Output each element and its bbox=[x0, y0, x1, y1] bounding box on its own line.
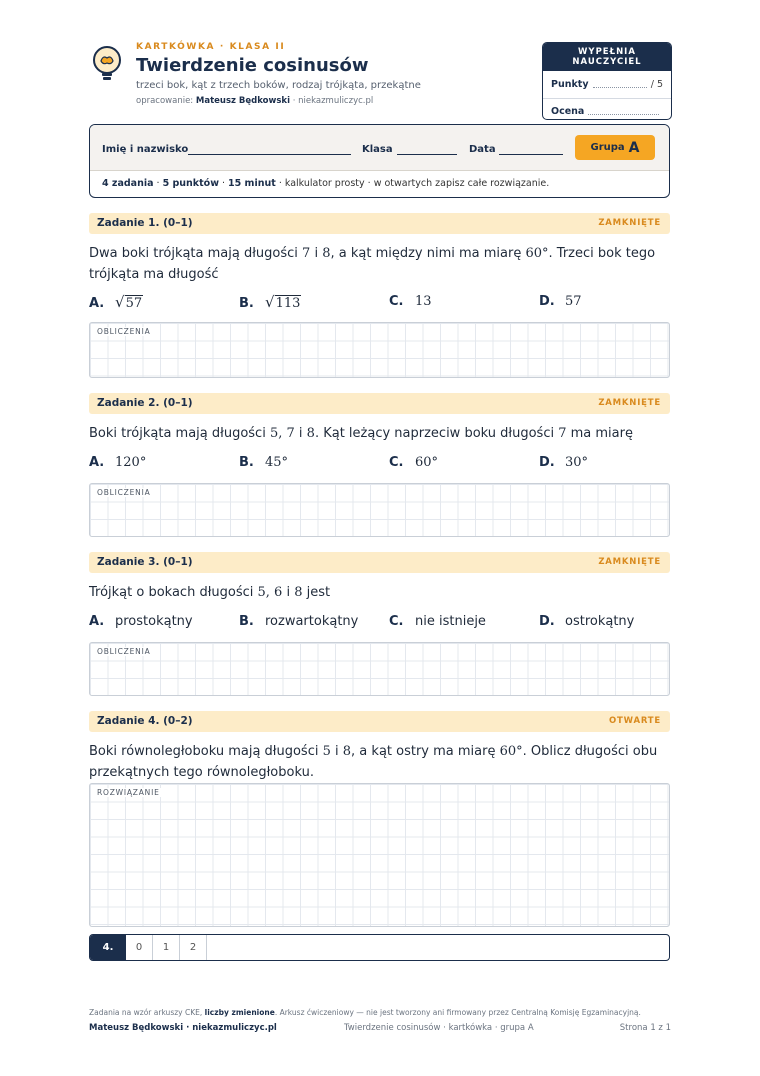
q-text: . Kąt leżący naprzeciw boku długości bbox=[314, 426, 559, 441]
score-option-0[interactable]: 0 bbox=[126, 935, 153, 960]
q-text: . Oblicz długości obu przekątnych tego równoległoboku. bbox=[89, 744, 658, 780]
option-value: 60° bbox=[415, 455, 439, 470]
task-4-question bbox=[89, 741, 674, 783]
q-text: i bbox=[330, 744, 343, 759]
class-field[interactable] bbox=[397, 154, 457, 155]
group-badge bbox=[575, 135, 655, 160]
task-1-header bbox=[89, 213, 670, 234]
q-text: Boki trójkąta mają długości bbox=[89, 426, 270, 441]
option-letter: A. bbox=[89, 455, 105, 470]
task-3-answers bbox=[89, 614, 670, 632]
work-area-label: OBLICZENIA bbox=[97, 647, 151, 656]
task-4-work-area[interactable] bbox=[89, 783, 670, 927]
answer-option-b[interactable] bbox=[239, 614, 358, 629]
summary-time: 15 minut bbox=[228, 178, 276, 189]
header-kicker: KARTKÓWKA · KLASA II bbox=[136, 42, 286, 52]
task-4-type: OTWARTE bbox=[609, 716, 661, 726]
option-value: nie istnieje bbox=[415, 614, 486, 629]
answer-option-d[interactable] bbox=[539, 614, 634, 629]
q-text: Trójkąt o bokach długości bbox=[89, 585, 258, 600]
task-1-question bbox=[89, 243, 674, 285]
note-prefix: Zadania na wzór arkuszy CKE, bbox=[89, 1008, 205, 1017]
date-field[interactable] bbox=[499, 154, 563, 155]
answer-option-c[interactable] bbox=[389, 455, 438, 470]
score-option-2[interactable]: 2 bbox=[180, 935, 207, 960]
name-field[interactable] bbox=[188, 154, 351, 155]
task-2-question bbox=[89, 423, 674, 444]
option-letter: D. bbox=[539, 614, 555, 629]
note-suffix: . Arkusz ćwiczeniowy — nie jest tworzony ani firmowany przez Centralną Komisję Egzaminacyjną. bbox=[274, 1008, 641, 1017]
test-summary bbox=[90, 171, 669, 196]
q-math: 8 bbox=[306, 426, 315, 441]
option-value: rozwartokątny bbox=[265, 614, 359, 629]
q-text: i bbox=[282, 585, 295, 600]
page-number: Strona 1 z 1 bbox=[619, 1023, 671, 1033]
student-info-box bbox=[89, 124, 670, 198]
q-text: i bbox=[310, 246, 323, 261]
date-label: Data bbox=[469, 144, 496, 155]
sqrt-value bbox=[115, 294, 143, 311]
task-4-title: Zadanie 4. (0–2) bbox=[97, 715, 193, 727]
option-letter: D. bbox=[539, 455, 555, 470]
task-3-header bbox=[89, 552, 670, 573]
answer-option-a[interactable] bbox=[89, 455, 146, 470]
summary-tasks: 4 zadania bbox=[102, 178, 154, 189]
grade-row bbox=[543, 99, 671, 117]
option-letter: C. bbox=[389, 294, 404, 309]
option-value: 113 bbox=[275, 296, 301, 311]
task-2-type: ZAMKNIĘTE bbox=[598, 398, 661, 408]
answer-option-b[interactable] bbox=[239, 455, 288, 470]
option-letter: A. bbox=[89, 614, 105, 629]
q-math: 5, 6 bbox=[257, 585, 283, 600]
task-3-work-area[interactable] bbox=[89, 642, 670, 696]
answer-option-a[interactable] bbox=[89, 294, 143, 311]
answer-option-a[interactable] bbox=[89, 614, 193, 629]
task-2-work-area[interactable] bbox=[89, 483, 670, 537]
group-label: Grupa bbox=[590, 142, 625, 153]
score-option-1[interactable]: 1 bbox=[153, 935, 180, 960]
task-1-title: Zadanie 1. (0–1) bbox=[97, 217, 193, 229]
answer-option-b[interactable] bbox=[239, 294, 301, 311]
class-label: Klasa bbox=[362, 144, 393, 155]
work-area-label: OBLICZENIA bbox=[97, 327, 151, 336]
q-text: , a kąt ostry ma miarę bbox=[351, 744, 500, 759]
note-bold: liczby zmienione bbox=[204, 1008, 275, 1017]
answer-option-c[interactable] bbox=[389, 614, 486, 629]
option-value: 57 bbox=[565, 294, 582, 309]
page-header bbox=[90, 42, 672, 122]
q-text: jest bbox=[302, 585, 331, 600]
summary-points: 5 punktów bbox=[162, 178, 219, 189]
credit-suffix: · niekazmuliczyc.pl bbox=[290, 96, 374, 106]
q-math: 7 bbox=[558, 426, 567, 441]
option-letter: C. bbox=[389, 614, 404, 629]
q-math: 8 bbox=[322, 246, 331, 261]
option-value: 120° bbox=[115, 455, 147, 470]
work-area-label: OBLICZENIA bbox=[97, 488, 151, 497]
answer-option-d[interactable] bbox=[539, 455, 588, 470]
points-label: Punkty bbox=[551, 79, 589, 90]
task-1-type: ZAMKNIĘTE bbox=[598, 218, 661, 228]
sqrt-value bbox=[265, 294, 301, 311]
points-max: / 5 bbox=[650, 79, 663, 90]
q-text: Boki równoległoboku mają długości bbox=[89, 744, 323, 759]
q-text: , a kąt między nimi ma miarę bbox=[330, 246, 526, 261]
points-field[interactable] bbox=[593, 87, 647, 88]
sqrt-symbol: √ bbox=[115, 293, 125, 311]
footer-author: Mateusz Będkowski · niekazmuliczyc.pl bbox=[89, 1023, 277, 1033]
task-3-type: ZAMKNIĘTE bbox=[598, 557, 661, 567]
q-text: . Trzeci bok tego trójkąta ma długość bbox=[89, 246, 656, 282]
summary-sep-1: · bbox=[153, 178, 163, 189]
task-4-score-bar bbox=[89, 934, 670, 961]
task-2-answers bbox=[89, 455, 670, 473]
credit-author: Mateusz Będkowski bbox=[195, 96, 291, 106]
task-4-header bbox=[89, 711, 670, 732]
q-math: 5, 7 bbox=[269, 426, 295, 441]
option-value: 13 bbox=[415, 294, 432, 309]
page-subtitle: trzeci bok, kąt z trzech boków, rodzaj trójkąta, przekątne bbox=[136, 80, 421, 91]
task-1-answers bbox=[89, 294, 670, 312]
q-math: 60° bbox=[499, 744, 523, 759]
option-value: 57 bbox=[125, 296, 143, 311]
option-value: ostrokątny bbox=[565, 614, 635, 629]
option-value: 30° bbox=[565, 455, 589, 470]
q-math: 8 bbox=[342, 744, 352, 759]
summary-sep-2: · bbox=[218, 178, 229, 189]
option-letter: B. bbox=[239, 296, 254, 311]
q-text: i bbox=[294, 426, 307, 441]
q-math: 60° bbox=[525, 246, 549, 261]
option-letter: D. bbox=[539, 294, 555, 309]
task-3-title: Zadanie 3. (0–1) bbox=[97, 556, 193, 568]
sqrt-symbol: √ bbox=[265, 293, 275, 311]
score-task-number: 4. bbox=[90, 935, 126, 960]
answer-option-c[interactable] bbox=[389, 294, 432, 309]
q-math: 8 bbox=[294, 585, 303, 600]
option-letter: C. bbox=[389, 455, 404, 470]
option-value: 45° bbox=[265, 455, 289, 470]
credit-prefix: opracowanie: bbox=[136, 96, 196, 106]
points-row bbox=[543, 71, 671, 90]
q-text: Dwa boki trójkąta mają długości bbox=[89, 246, 303, 261]
group-letter: A bbox=[628, 139, 640, 156]
q-math: 7 bbox=[302, 246, 311, 261]
task-3-question bbox=[89, 582, 674, 603]
page-title: Twierdzenie cosinusów bbox=[136, 55, 369, 76]
teacher-box-heading: WYPEŁNIA NAUCZYCIEL bbox=[543, 43, 671, 71]
answer-option-d[interactable] bbox=[539, 294, 582, 309]
option-letter: B. bbox=[239, 614, 254, 629]
work-area-label: ROZWIĄZANIE bbox=[97, 788, 160, 797]
teacher-box bbox=[542, 42, 672, 120]
option-letter: B. bbox=[239, 455, 254, 470]
footer-disclaimer bbox=[89, 1008, 641, 1017]
q-text: ma miarę bbox=[566, 426, 633, 441]
summary-rest: · kalkulator prosty · w otwartych zapisz całe rozwiązanie. bbox=[275, 178, 550, 189]
lightbulb-brain-icon bbox=[90, 44, 124, 84]
footer-title: Twierdzenie cosinusów · kartkówka · grupa A bbox=[344, 1023, 534, 1033]
option-value: prostokątny bbox=[115, 614, 193, 629]
task-2-header bbox=[89, 393, 670, 414]
student-fields bbox=[90, 125, 669, 171]
header-text bbox=[136, 42, 421, 106]
task-1-work-area[interactable] bbox=[89, 322, 670, 378]
option-letter: A. bbox=[89, 296, 105, 311]
q-math: 5 bbox=[322, 744, 331, 759]
author-credit bbox=[136, 96, 421, 106]
grade-label: Ocena bbox=[551, 106, 585, 117]
name-label: Imię i nazwisko bbox=[102, 144, 189, 155]
grade-field[interactable] bbox=[588, 114, 659, 115]
task-2-title: Zadanie 2. (0–1) bbox=[97, 397, 193, 409]
